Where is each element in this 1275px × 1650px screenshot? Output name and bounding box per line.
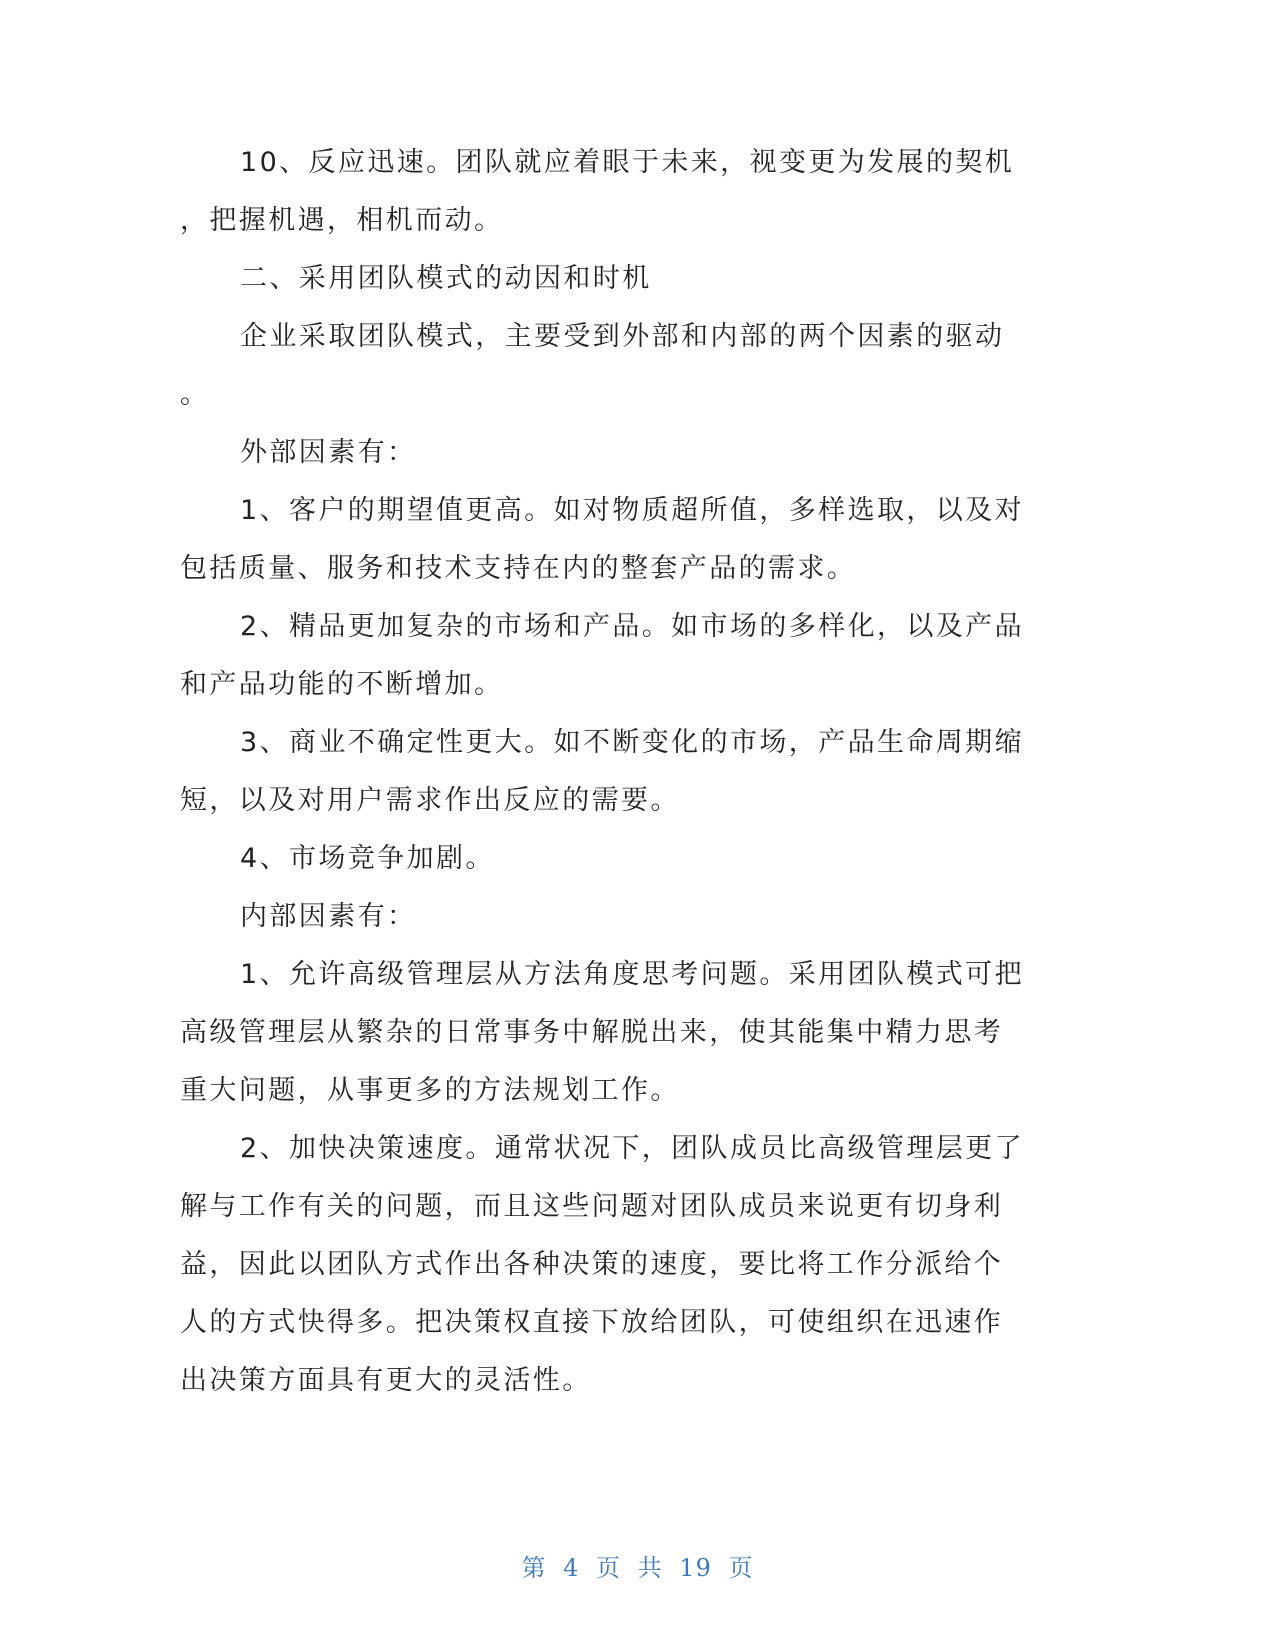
text-line: ，把握机遇，相机而动。: [180, 205, 504, 236]
text-line: 高级管理层从繁杂的日常事务中解脱出来，使其能集中精力思考: [180, 1017, 1004, 1048]
text-line: 包括质量、服务和技术支持在内的整套产品的需求。: [180, 553, 857, 584]
section-heading: 二、采用团队模式的动因和时机: [240, 263, 652, 294]
text-line: 10、反应迅速。团队就应着眼于未来，视变更为发展的契机: [240, 147, 1015, 178]
text-line: 益，因此以团队方式作出各种决策的速度，要比将工作分派给个: [180, 1249, 1004, 1280]
subheading: 外部因素有：: [240, 437, 417, 468]
text-line: 出决策方面具有更大的灵活性。: [180, 1365, 592, 1396]
text-line: 2、精品更加复杂的市场和产品。如市场的多样化，以及产品: [240, 611, 1024, 642]
page-number-footer: 第 4 页 共 19 页: [521, 1554, 754, 1582]
text-line: 1、客户的期望值更高。如对物质超所值，多样选取，以及对: [240, 495, 1024, 526]
text-line: 。: [180, 379, 210, 410]
text-line: 和产品功能的不断增加。: [180, 669, 504, 700]
text-line: 短，以及对用户需求作出反应的需要。: [180, 785, 680, 816]
text-line: 企业采取团队模式，主要受到外部和内部的两个因素的驱动: [240, 321, 1005, 352]
subheading: 内部因素有：: [240, 901, 417, 932]
text-line: 重大问题，从事更多的方法规划工作。: [180, 1075, 680, 1106]
text-line: 2、加快决策速度。通常状况下，团队成员比高级管理层更了: [240, 1133, 1024, 1164]
text-line: 人的方式快得多。把决策权直接下放给团队，可使组织在迅速作: [180, 1307, 1004, 1338]
text-line: 3、商业不确定性更大。如不断变化的市场，产品生命周期缩: [240, 727, 1024, 758]
text-line: 解与工作有关的问题，而且这些问题对团队成员来说更有切身利: [180, 1191, 1004, 1222]
text-line: 1、允许高级管理层从方法角度思考问题。采用团队模式可把: [240, 959, 1024, 990]
text-line: 4、市场竞争加剧。: [240, 843, 495, 874]
